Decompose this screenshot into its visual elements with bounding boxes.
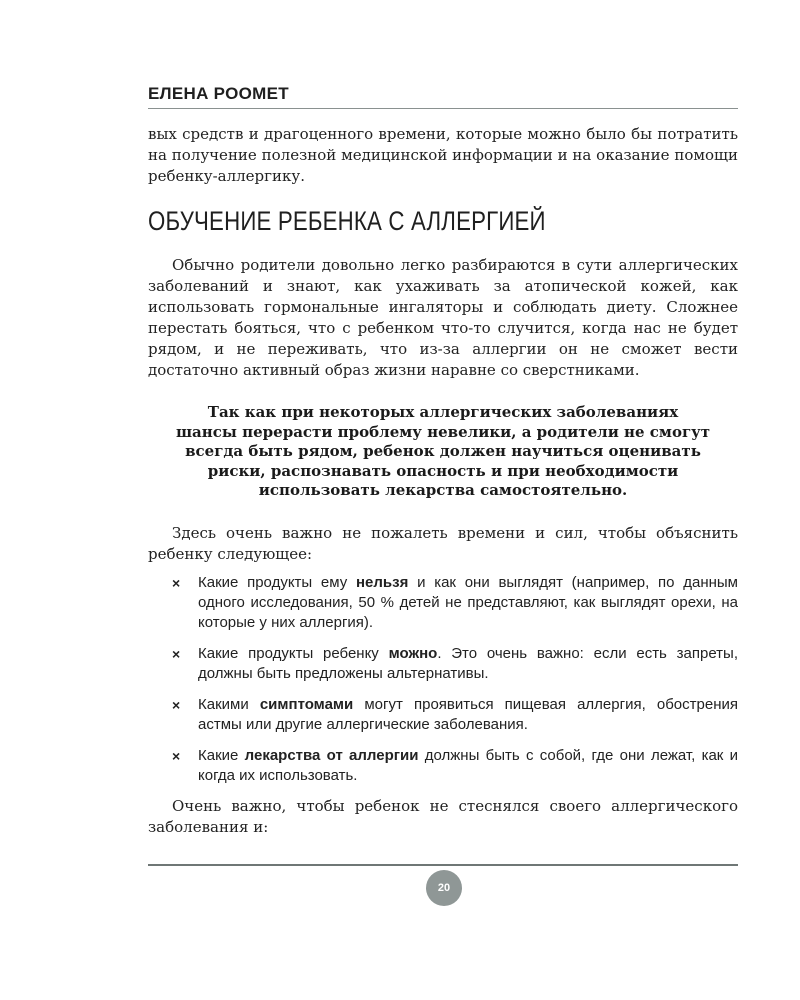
list-item	[172, 573, 738, 633]
pullquote-line-4: риски, распознавать опасность и при необходимости	[207, 461, 679, 480]
list-item-text-start: Какие	[198, 747, 245, 764]
list-item-text-start: Какие продукты ему	[198, 574, 356, 591]
list-item-emphasis: симптомами	[259, 696, 354, 713]
pullquote	[168, 403, 718, 501]
bullet-list	[172, 573, 738, 797]
cross-bullet-icon: ×	[172, 575, 181, 591]
list-item-emphasis: нельзя	[355, 574, 409, 591]
list-item-text-start: Какие продукты ребенку	[198, 645, 389, 662]
page-number-badge	[426, 870, 462, 906]
list-item-emphasis: лекарства от аллергии	[244, 747, 419, 764]
cross-bullet-icon: ×	[172, 697, 181, 713]
pullquote-line-2: шансы перерасти проблему невелики, а родители не смогут	[175, 422, 711, 441]
list-item-text-end: могут проявиться пищевая аллергия, обострения астмы или другие аллергические заболевания.	[198, 696, 738, 733]
footer-divider	[148, 864, 738, 866]
running-header-author: ЕЛЕНА РООМЕТ	[148, 84, 289, 103]
list-item	[172, 644, 738, 684]
list-item	[172, 695, 738, 735]
section-title: ОБУЧЕНИЕ РЕБЕНКА С АЛЛЕРГИЕЙ	[148, 206, 546, 236]
list-item-emphasis: можно	[388, 645, 438, 662]
cross-bullet-icon: ×	[172, 646, 181, 662]
list-item-text-end: должны быть с собой, где они лежат, как и когда их использовать.	[198, 747, 739, 784]
paragraph-3: Очень важно, чтобы ребенок не стеснялся своего аллергического заболевания и:	[148, 797, 738, 836]
paragraph-1: Обычно родители довольно легко разбираются в сути аллергических заболеваний и знают, как ухаживать за атопической кожей, как использовать гормональные ингаляторы и соблюдать диету. Сложнее перестать бояться, что с ребенком что-то случится, когда нас не будет рядом, и не переживать, что из-за аллергии он не сможет вести достаточно активный образ жизни наравне со сверстниками.	[148, 256, 738, 379]
cross-bullet-icon: ×	[172, 748, 181, 764]
list-item	[172, 746, 738, 786]
list-item-text-end: . Это очень важно: если есть запреты, должны быть предложены альтернативы.	[198, 645, 738, 682]
header-divider	[148, 108, 738, 109]
pullquote-line-3: всегда быть рядом, ребенок должен научиться оценивать	[185, 442, 701, 460]
intro-paragraph: вых средств и драгоценного времени, которые можно было бы потратить на получение полезной медицинской информации и на оказание помощи ребенку-аллергику.	[148, 125, 738, 185]
paragraph-2: Здесь очень важно не пожалеть времени и сил, чтобы объяснить ребенку следующее:	[148, 524, 738, 563]
page-number: 20	[437, 882, 451, 894]
pullquote-line-1: Так как при некоторых аллергических заболеваниях	[207, 403, 679, 421]
list-item-text-end: и как они выглядят (например, по данным одного исследования, 50 % детей не представляют, как выглядят орехи, на которые у них аллергия).	[198, 574, 738, 631]
list-item-text-start: Какими	[198, 696, 260, 713]
pullquote-line-5: использовать лекарства самостоятельно.	[258, 481, 628, 499]
